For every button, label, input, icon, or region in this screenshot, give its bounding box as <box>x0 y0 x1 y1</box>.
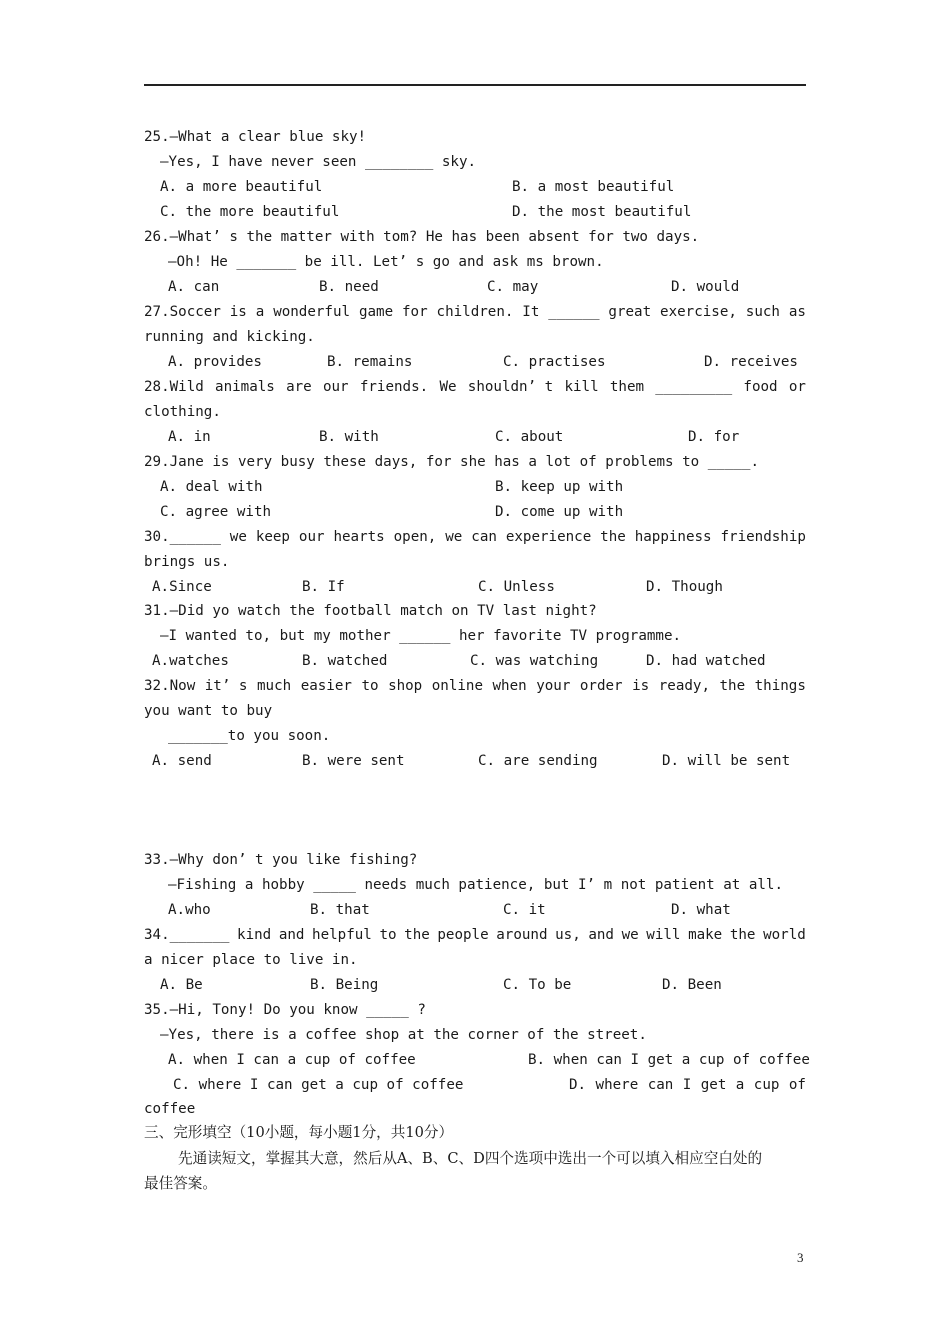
question-29-stem: 29.Jane is very busy these days, for she has a lot of problems to _____. <box>144 454 759 470</box>
question-32-option-c: C. are sending <box>478 753 598 769</box>
question-33-stem: 33.—Why don’ t you like fishing? <box>144 852 418 868</box>
stem-word: open, <box>393 529 437 545</box>
question-28-option-d: D. for <box>688 429 740 445</box>
question-30-stem-cont: brings us. <box>144 554 230 570</box>
question-33-option-d: D. what <box>671 902 731 918</box>
stem-word: when <box>492 678 527 694</box>
stem-word: animals <box>215 379 275 395</box>
stem-word: your <box>536 678 571 694</box>
question-35-option-d-cont: coffee <box>144 1101 196 1117</box>
stem-word: children. <box>436 304 514 320</box>
stem-word: can <box>471 529 497 545</box>
stem-word: kill <box>564 379 599 395</box>
stem-word: kind <box>237 927 272 943</box>
stem-word: the <box>719 678 746 694</box>
stem-word: a <box>255 304 265 320</box>
stem-word: game <box>358 304 394 320</box>
question-27-option-c: C. practises <box>503 354 606 370</box>
question-32-stem-cont-2: _______to you soon. <box>168 728 331 744</box>
stem-word: keep <box>255 529 290 545</box>
stem-word: food <box>743 379 778 395</box>
question-30-stem <box>144 528 806 546</box>
stem-word: world <box>763 927 806 943</box>
stem-word: 28.Wild <box>144 379 204 395</box>
stem-word: is <box>229 304 247 320</box>
section-3-instruction-cont: 最佳答案。 <box>144 1175 217 1192</box>
question-31-option-c: C. was watching <box>470 653 599 669</box>
stem-word: shop <box>388 678 423 694</box>
question-35-stem: 35.—Hi, Tony! Do you know _____ ? <box>144 1002 426 1018</box>
question-30-option-c: C. Unless <box>478 579 555 595</box>
stem-word: us, <box>555 927 581 943</box>
stem-word: we <box>621 927 639 943</box>
question-27-option-a: A. provides <box>168 354 262 370</box>
stem-word: to <box>379 927 397 943</box>
question-29-option-b: B. keep up with <box>495 479 624 495</box>
stem-word: happiness <box>634 529 712 545</box>
question-29-option-a: A. deal with <box>160 479 263 495</box>
stem-word: make <box>688 927 723 943</box>
option-word: get <box>700 1077 727 1093</box>
stem-word: people <box>437 927 489 943</box>
question-34-stem-cont: a nicer place to live in. <box>144 952 358 968</box>
stem-word: 27.Soccer <box>144 304 221 320</box>
question-31-option-a: A.watches <box>152 653 229 669</box>
stem-word: are <box>286 379 312 395</box>
stem-word: them <box>609 379 645 395</box>
stem-word: It <box>522 304 540 320</box>
header-rule <box>144 84 806 86</box>
stem-word: around <box>496 927 548 943</box>
stem-word: friendship <box>720 529 806 545</box>
question-32-stem <box>144 677 806 695</box>
stem-word: our <box>298 529 325 545</box>
question-29-option-c: C. agree with <box>160 504 272 520</box>
question-31-option-b: B. watched <box>302 653 388 669</box>
stem-word: ready, <box>658 678 710 694</box>
option-word: of <box>788 1077 806 1093</box>
stem-word: things <box>754 678 806 694</box>
option-word: a <box>735 1077 745 1093</box>
question-29-option-d: D. come up with <box>495 504 624 520</box>
question-35-reply: —Yes, there is a coffee shop at the corner of the street. <box>160 1027 647 1043</box>
question-35-option-c: C. where I can get a cup of coffee <box>173 1077 464 1093</box>
question-31-reply: —I wanted to, but my mother ______ her favorite TV programme. <box>160 628 682 644</box>
question-30-option-b: B. If <box>302 579 345 595</box>
question-25-stem: 25.—What a clear blue sky! <box>144 129 367 145</box>
stem-word: we <box>445 529 463 545</box>
stem-word: the <box>600 529 626 545</box>
section-3-heading: 三、完形填空（10小题，每小题1分，共10分） <box>144 1124 454 1141</box>
question-30-option-d: D. Though <box>646 579 723 595</box>
stem-word: 32.Now <box>144 678 196 694</box>
stem-word: 30.______ <box>144 529 221 545</box>
stem-word: _________ <box>655 379 733 395</box>
option-word: can <box>647 1077 674 1093</box>
stem-word: or <box>788 379 806 395</box>
stem-word: as <box>788 304 806 320</box>
question-35-option-d <box>569 1076 806 1094</box>
question-26-option-d: D. would <box>671 279 740 295</box>
stem-word: great <box>608 304 652 320</box>
stem-word: our <box>322 379 349 395</box>
stem-word: we <box>229 529 247 545</box>
question-34-option-d: D. Been <box>662 977 722 993</box>
question-35-option-a: A. when I can a cup of coffee <box>168 1052 416 1068</box>
question-34-stem <box>144 926 806 944</box>
question-33-option-c: C. it <box>503 902 546 918</box>
question-34-option-a: A. Be <box>160 977 203 993</box>
question-30-option-a: A.Since <box>152 579 212 595</box>
question-25-option-a: A. a more beautiful <box>160 179 323 195</box>
question-26-option-c: C. may <box>487 279 539 295</box>
question-25-option-c: C. the more beautiful <box>160 204 340 220</box>
stem-word: helpful <box>312 927 372 943</box>
question-25-option-b: B. a most beautiful <box>512 179 675 195</box>
question-27-stem-cont: running and kicking. <box>144 329 315 345</box>
stem-word: experience <box>505 529 592 545</box>
stem-word: shouldn’ t <box>467 379 554 395</box>
question-27-option-b: B. remains <box>327 354 413 370</box>
question-26-option-a: A. can <box>168 279 220 295</box>
question-28-stem-cont: clothing. <box>144 404 221 420</box>
stem-word: and <box>278 927 305 943</box>
option-word: I <box>682 1077 692 1093</box>
question-32-stem-cont: you want to buy <box>144 703 273 719</box>
stem-word: for <box>402 304 428 320</box>
stem-word: order <box>579 678 623 694</box>
stem-word: We <box>439 379 457 395</box>
question-25-option-d: D. the most beautiful <box>512 204 692 220</box>
question-33-option-a: A.who <box>168 902 211 918</box>
question-28-option-b: B. with <box>319 429 379 445</box>
question-26-reply: —Oh! He _______ be ill. Let’ s go and ask ms brown. <box>168 254 604 270</box>
question-33-option-b: B. that <box>310 902 370 918</box>
question-27-option-d: D. receives <box>704 354 798 370</box>
stem-word: it’ s <box>204 678 248 694</box>
question-34-option-b: B. Being <box>310 977 379 993</box>
stem-word: and <box>588 927 614 943</box>
stem-word: will <box>646 927 681 943</box>
question-26-stem: 26.—What’ s the matter with tom? He has been absent for two days. <box>144 229 700 245</box>
option-word: where <box>595 1077 639 1093</box>
stem-word: the <box>404 927 430 943</box>
stem-word: is <box>632 678 650 694</box>
question-28-option-c: C. about <box>495 429 564 445</box>
option-word: D. <box>569 1077 587 1093</box>
question-28-option-a: A. in <box>168 429 211 445</box>
question-32-option-d: D. will be sent <box>662 753 791 769</box>
section-3-instruction: 先通读短文，掌握其大意，然后从A、B、C、D四个选项中选出一个可以填入相应空白处的 <box>178 1150 763 1167</box>
question-27-stem <box>144 303 806 321</box>
stem-word: to <box>361 678 379 694</box>
question-33-reply: —Fishing a hobby _____ needs much patience, but I’ m not patient at all. <box>168 877 783 893</box>
stem-word: the <box>729 927 756 943</box>
page-number: 3 <box>797 1250 804 1265</box>
question-28-stem <box>144 378 806 396</box>
question-34-option-c: C. To be <box>503 977 572 993</box>
question-32-option-b: B. were sent <box>302 753 405 769</box>
stem-word: 34._______ <box>144 927 230 943</box>
question-35-option-b: B. when can I get a cup of coffee <box>528 1052 810 1068</box>
question-32-option-a: A. send <box>152 753 212 769</box>
stem-word: online <box>431 678 483 694</box>
stem-word: easier <box>300 678 352 694</box>
stem-word: hearts <box>333 529 385 545</box>
question-26-option-b: B. need <box>319 279 379 295</box>
stem-word: ______ <box>548 304 600 320</box>
stem-word: friends. <box>359 379 429 395</box>
stem-word: such <box>745 304 780 320</box>
question-25-reply: —Yes, I have never seen ________ sky. <box>160 154 477 170</box>
stem-word: wonderful <box>273 304 351 320</box>
option-word: cup <box>753 1077 780 1093</box>
stem-word: exercise, <box>660 304 737 320</box>
question-31-option-d: D. had watched <box>646 653 766 669</box>
question-31-stem: 31.—Did yo watch the football match on TV last night? <box>144 603 597 619</box>
stem-word: much <box>257 678 292 694</box>
